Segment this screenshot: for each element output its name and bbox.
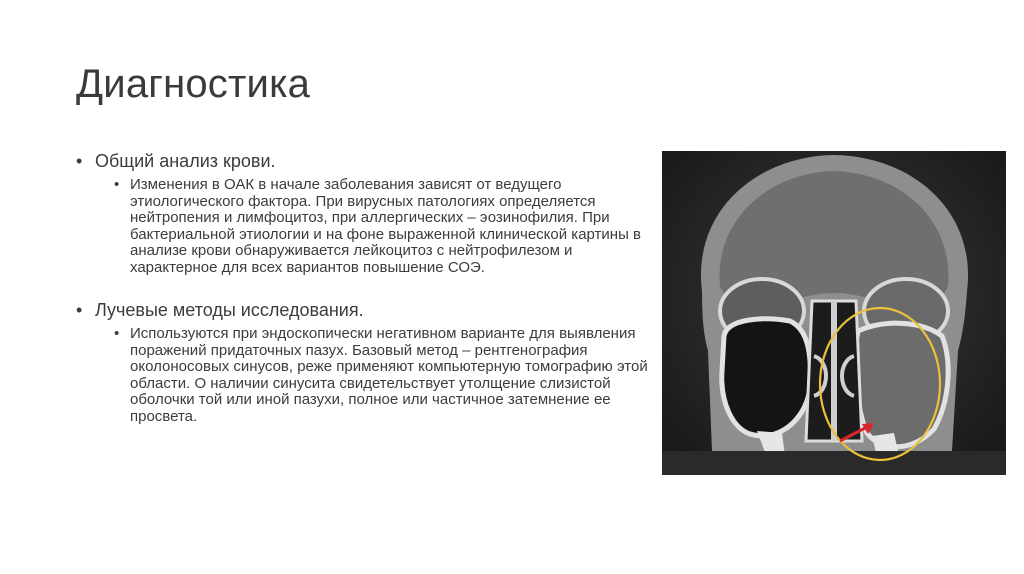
- ct-scan-drawing: [662, 151, 1006, 475]
- section-text: Используются при эндоскопически негативном варианте для выявления поражений придаточных пазух. Базовый метод – рентгенография околоносовых синусов, реже применяют компьютерную томографию этой области. О наличии синусита свидетельствует утолщение слизистой оболочки той или иной пазухи, полное или частичное затемнение ее просвета.: [130, 325, 648, 425]
- scan-bottom-band: [662, 451, 1006, 475]
- bullet-glyph: •: [114, 176, 120, 193]
- section-heading: Лучевые методы исследования.: [95, 300, 364, 320]
- slide-body: [76, 150, 648, 448]
- bullet-level2: [76, 177, 648, 276]
- bullet-glyph: •: [76, 300, 83, 320]
- section-blood-test: [76, 150, 648, 276]
- section-radiology: [76, 299, 648, 425]
- bullet-level2: [76, 326, 648, 425]
- maxillary-sinus-left: [722, 319, 811, 436]
- section-heading: Общий анализ крови.: [95, 151, 276, 171]
- nasal-septum: [831, 301, 837, 441]
- ct-scan-image: [662, 151, 1006, 475]
- bullet-level1: [76, 299, 648, 321]
- slide-title: Диагностика: [76, 62, 311, 106]
- section-text: Изменения в ОАК в начале заболевания зависят от ведущего этиологического фактора. При вирусных патологиях определяется нейтропения и лимфоцитоз, при аллергических – эозинофилия. При бактериальной этиологии и на фоне выраженной клинической картины в анализе крови обнаруживается лейкоцитоз с нейтрофилезом и характерное для всех вариантов повышение СОЭ.: [130, 176, 641, 276]
- bullet-glyph: •: [76, 151, 83, 171]
- bullet-glyph: •: [114, 325, 120, 342]
- bullet-level1: [76, 150, 648, 172]
